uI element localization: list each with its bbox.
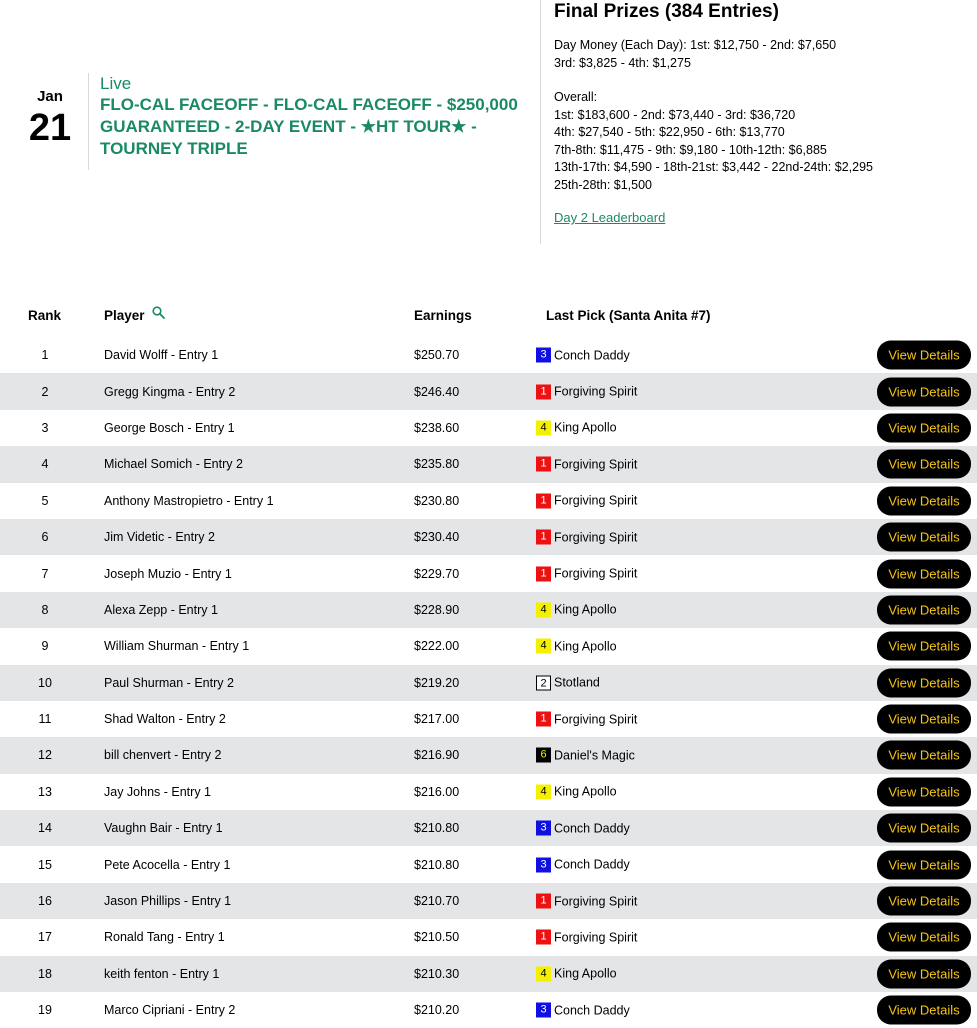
- post-number-badge: 1: [536, 566, 551, 581]
- post-number-badge: 3: [536, 857, 551, 872]
- date-divider: [88, 73, 89, 170]
- view-details-button[interactable]: View Details: [877, 668, 971, 697]
- table-row: [0, 810, 977, 846]
- rank-cell: 16: [38, 894, 52, 909]
- rank-cell: 14: [38, 821, 52, 836]
- player-cell: David Wolff - Entry 1: [104, 348, 219, 363]
- view-details-button[interactable]: View Details: [877, 923, 971, 952]
- view-details-cell: [877, 705, 971, 734]
- earnings-cell: $216.00: [414, 784, 460, 799]
- post-number-badge: 1: [536, 493, 551, 508]
- post-number-badge: 1: [536, 930, 551, 945]
- earnings-cell: $210.70: [414, 894, 460, 909]
- view-details-button[interactable]: View Details: [877, 741, 971, 770]
- horse-name: Conch Daddy: [554, 857, 630, 872]
- overall-prize-line: 4th: $27,540 - 5th: $22,950 - 6th: $13,770: [554, 125, 785, 139]
- player-cell: Pete Acocella - Entry 1: [104, 857, 231, 872]
- earnings-cell: $216.90: [414, 748, 460, 763]
- player-cell: Joseph Muzio - Entry 1: [104, 566, 232, 581]
- view-details-cell: [877, 923, 971, 952]
- post-number-badge: 2: [536, 675, 551, 690]
- view-details-button[interactable]: View Details: [877, 486, 971, 515]
- table-row: [0, 737, 977, 773]
- last-pick-cell: [536, 566, 637, 581]
- horse-name: King Apollo: [554, 602, 617, 617]
- rank-cell: 6: [41, 530, 49, 545]
- view-details-cell: [877, 413, 971, 442]
- view-details-button[interactable]: View Details: [877, 450, 971, 479]
- event-title: FLO-CAL FACEOFF - FLO-CAL FACEOFF - $250,000 GUARANTEED - 2-DAY EVENT - ★HT TOUR★ - TOURNEY TRIPLE: [100, 95, 518, 158]
- post-number-badge: 1: [536, 530, 551, 545]
- view-details-button[interactable]: View Details: [877, 850, 971, 879]
- horse-name: Conch Daddy: [554, 821, 630, 836]
- player-cell: Jay Johns - Entry 1: [104, 784, 211, 799]
- rank-cell: 9: [41, 639, 49, 654]
- table-row: [0, 555, 977, 591]
- table-row: [0, 446, 977, 482]
- earnings-cell: $229.70: [414, 566, 460, 581]
- player-cell: Michael Somich - Entry 2: [104, 457, 243, 472]
- earnings-cell: $246.40: [414, 384, 460, 399]
- last-pick-cell: [536, 602, 617, 617]
- rank-cell: 10: [38, 675, 52, 690]
- player-cell: Ronald Tang - Entry 1: [104, 930, 225, 945]
- table-row: [0, 592, 977, 628]
- post-number-badge: 3: [536, 821, 551, 836]
- earnings-cell: $230.40: [414, 530, 460, 545]
- player-cell: William Shurman - Entry 1: [104, 639, 250, 654]
- post-number-badge: 6: [536, 748, 551, 763]
- table-row: [0, 628, 977, 664]
- last-pick-cell: [536, 348, 630, 363]
- view-details-button[interactable]: View Details: [877, 632, 971, 661]
- horse-name: Forgiving Spirit: [554, 930, 638, 945]
- leaderboard-header: [0, 300, 977, 330]
- view-details-cell: [877, 668, 971, 697]
- view-details-cell: [877, 486, 971, 515]
- post-number-badge: 1: [536, 457, 551, 472]
- last-pick-cell: [536, 748, 635, 763]
- table-row: [0, 483, 977, 519]
- last-pick-cell: [536, 712, 637, 727]
- horse-name: Conch Daddy: [554, 1003, 630, 1018]
- table-row: [0, 337, 977, 373]
- earnings-cell: $210.80: [414, 821, 460, 836]
- view-details-cell: [877, 777, 971, 806]
- horse-name: Forgiving Spirit: [554, 566, 638, 581]
- view-details-cell: [877, 450, 971, 479]
- post-number-badge: 4: [536, 602, 551, 617]
- horse-name: Forgiving Spirit: [554, 530, 638, 545]
- table-row: [0, 519, 977, 555]
- post-number-badge: 4: [536, 966, 551, 981]
- post-number-badge: 4: [536, 784, 551, 799]
- player-cell: George Bosch - Entry 1: [104, 420, 235, 435]
- table-row: [0, 410, 977, 446]
- view-details-cell: [877, 814, 971, 843]
- rank-cell: 3: [41, 420, 49, 435]
- last-pick-cell: [536, 675, 600, 690]
- rank-cell: 15: [38, 857, 52, 872]
- horse-name: Daniel's Magic: [554, 748, 635, 763]
- post-number-badge: 1: [536, 894, 551, 909]
- event-status: Live: [100, 74, 132, 93]
- day-money-line: Day Money (Each Day): 1st: $12,750 - 2nd: $7,650: [554, 38, 837, 52]
- view-details-cell: [877, 959, 971, 988]
- last-pick-cell: [536, 420, 617, 435]
- prizes-divider: [540, 0, 541, 244]
- event-month: Jan: [37, 88, 63, 105]
- rank-cell: 4: [41, 457, 49, 472]
- last-pick-header: Last Pick (Santa Anita #7): [546, 308, 711, 323]
- last-pick-cell: [536, 457, 637, 472]
- view-details-button[interactable]: View Details: [877, 377, 971, 406]
- view-details-button[interactable]: View Details: [877, 814, 971, 843]
- view-details-cell: [877, 559, 971, 588]
- day-2-leaderboard-link[interactable]: Day 2 Leaderboard: [554, 210, 666, 225]
- rank-cell: 12: [38, 748, 52, 763]
- earnings-cell: $210.30: [414, 966, 460, 981]
- view-details-cell: [877, 523, 971, 552]
- player-cell: keith fenton - Entry 1: [104, 966, 220, 981]
- view-details-button[interactable]: View Details: [877, 559, 971, 588]
- last-pick-cell: [536, 894, 637, 909]
- horse-name: King Apollo: [554, 420, 617, 435]
- rank-cell: 11: [38, 712, 52, 727]
- player-cell: Alexa Zepp - Entry 1: [104, 602, 218, 617]
- rank-cell: 13: [38, 784, 52, 799]
- last-pick-cell: [536, 857, 630, 872]
- player-cell: Jim Videtic - Entry 2: [104, 530, 215, 545]
- player-cell: Jason Phillips - Entry 1: [104, 894, 232, 909]
- player-cell: Marco Cipriani - Entry 2: [104, 1003, 236, 1018]
- last-pick-cell: [536, 966, 617, 981]
- horse-name: Conch Daddy: [554, 348, 630, 363]
- rank-cell: 17: [38, 930, 52, 945]
- table-row: [0, 992, 977, 1028]
- player-cell: bill chenvert - Entry 2: [104, 748, 222, 763]
- player-cell: Anthony Mastropietro - Entry 1: [104, 493, 274, 508]
- rank-header: Rank: [28, 308, 62, 323]
- view-details-button[interactable]: View Details: [877, 887, 971, 916]
- player-cell: Paul Shurman - Entry 2: [104, 675, 234, 690]
- earnings-cell: $238.60: [414, 420, 460, 435]
- prizes-panel: [554, 0, 974, 228]
- post-number-badge: 3: [536, 348, 551, 363]
- view-details-button[interactable]: View Details: [877, 341, 971, 370]
- earnings-cell: $235.80: [414, 457, 460, 472]
- rank-cell: 1: [41, 348, 49, 363]
- horse-name: Stotland: [554, 675, 600, 690]
- table-row: [0, 956, 977, 992]
- table-row: [0, 919, 977, 955]
- player-header: [104, 308, 165, 323]
- earnings-header: Earnings: [414, 308, 472, 323]
- last-pick-cell: [536, 784, 617, 799]
- overall-prize-line: 25th-28th: $1,500: [554, 177, 652, 192]
- view-details-button[interactable]: View Details: [877, 959, 971, 988]
- view-details-cell: [877, 595, 971, 624]
- earnings-cell: $222.00: [414, 639, 460, 654]
- earnings-cell: $230.80: [414, 493, 460, 508]
- table-row: [0, 701, 977, 737]
- last-pick-cell: [536, 639, 617, 654]
- overall-label: Overall:: [554, 90, 598, 104]
- earnings-cell: $210.80: [414, 857, 460, 872]
- player-cell: Gregg Kingma - Entry 2: [104, 384, 236, 399]
- last-pick-cell: [536, 1003, 630, 1018]
- horse-name: King Apollo: [554, 639, 617, 654]
- overall-prize-line: 13th-17th: $4,590 - 18th-21st: $3,442 - 22nd-24th: $2,295: [554, 160, 873, 174]
- table-row: [0, 846, 977, 882]
- table-row: [0, 373, 977, 409]
- earnings-cell: $210.20: [414, 1003, 460, 1018]
- horse-name: Forgiving Spirit: [554, 384, 638, 399]
- view-details-cell: [877, 850, 971, 879]
- rank-cell: 19: [38, 1003, 52, 1018]
- leaderboard-rows: [0, 337, 977, 1028]
- view-details-cell: [877, 996, 971, 1025]
- view-details-cell: [877, 377, 971, 406]
- rank-cell: 5: [41, 493, 49, 508]
- last-pick-cell: [536, 821, 630, 836]
- last-pick-cell: [536, 530, 637, 545]
- prizes-title: Final Prizes (384 Entries): [554, 1, 779, 22]
- last-pick-cell: [536, 930, 637, 945]
- last-pick-cell: [536, 493, 637, 508]
- overall-prize-line: 7th-8th: $11,475 - 9th: $9,180 - 10th-12th: $6,885: [554, 142, 827, 157]
- view-details-button[interactable]: View Details: [877, 777, 971, 806]
- horse-name: Forgiving Spirit: [554, 493, 638, 508]
- horse-name: Forgiving Spirit: [554, 712, 638, 727]
- earnings-cell: $210.50: [414, 930, 460, 945]
- table-row: [0, 883, 977, 919]
- view-details-cell: [877, 632, 971, 661]
- post-number-badge: 4: [536, 420, 551, 435]
- rank-cell: 18: [38, 966, 52, 981]
- post-number-badge: 1: [536, 712, 551, 727]
- player-header-label: Player: [104, 308, 145, 323]
- earnings-cell: $250.70: [414, 348, 460, 363]
- horse-name: King Apollo: [554, 784, 617, 799]
- table-row: [0, 665, 977, 701]
- earnings-cell: $217.00: [414, 712, 460, 727]
- day-money-line: 3rd: $3,825 - 4th: $1,275: [554, 55, 691, 70]
- table-row: [0, 774, 977, 810]
- post-number-badge: 4: [536, 639, 551, 654]
- post-number-badge: 3: [536, 1003, 551, 1018]
- view-details-button[interactable]: View Details: [877, 523, 971, 552]
- view-details-button[interactable]: View Details: [877, 413, 971, 442]
- last-pick-cell: [536, 384, 637, 399]
- horse-name: King Apollo: [554, 966, 617, 981]
- view-details-cell: [877, 887, 971, 916]
- player-cell: Shad Walton - Entry 2: [104, 712, 226, 727]
- earnings-cell: $228.90: [414, 602, 460, 617]
- rank-cell: 7: [41, 566, 49, 581]
- view-details-button[interactable]: View Details: [877, 595, 971, 624]
- event-day: 21: [28, 107, 72, 149]
- event-info: [100, 74, 530, 160]
- horse-name: Forgiving Spirit: [554, 894, 638, 909]
- event-date: [22, 88, 78, 148]
- rank-cell: 8: [41, 602, 49, 617]
- player-cell: Vaughn Bair - Entry 1: [104, 821, 223, 836]
- post-number-badge: 1: [536, 384, 551, 399]
- search-icon[interactable]: [152, 306, 165, 322]
- view-details-button[interactable]: View Details: [877, 705, 971, 734]
- view-details-cell: [877, 741, 971, 770]
- horse-name: Forgiving Spirit: [554, 457, 638, 472]
- overall-prize-line: 1st: $183,600 - 2nd: $73,440 - 3rd: $36,720: [554, 107, 796, 122]
- rank-cell: 2: [41, 384, 49, 399]
- earnings-cell: $219.20: [414, 675, 460, 690]
- view-details-button[interactable]: View Details: [877, 996, 971, 1025]
- view-details-cell: [877, 341, 971, 370]
